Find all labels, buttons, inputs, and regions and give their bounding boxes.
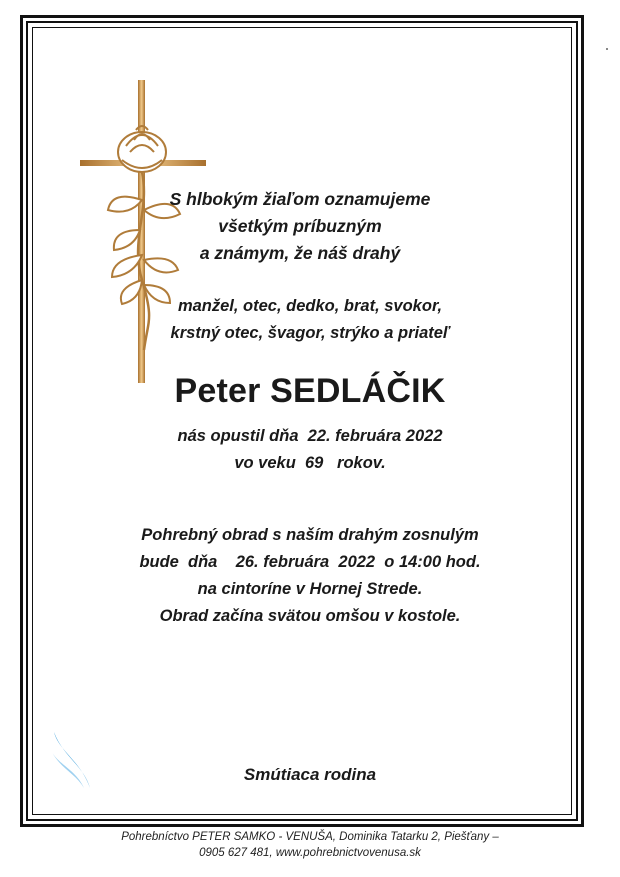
funeral-line-2: bude dňa 26. februára 2022 o 14:00 hod.: [139, 553, 481, 571]
death-date: nás opustil dňa 22. februára 2022: [177, 427, 443, 445]
scan-speck: [606, 48, 608, 50]
intro-text: [0, 186, 620, 267]
footer-line-2: 0905 627 481, www.pohrebnictvovenusa.sk: [199, 847, 421, 859]
death-info: [160, 423, 460, 477]
funeral-info: [100, 522, 520, 630]
relations-text: [160, 293, 460, 347]
funeral-line-4: Obrad začína svätou omšou v kostole.: [159, 607, 461, 625]
intro-line-1: S hlbokým žiaľom oznamujeme: [169, 189, 431, 209]
footer-line-1: Pohrebníctvo PETER SAMKO - VENUŠA, Dominika Tatarku 2, Piešťany –: [121, 831, 499, 843]
venusa-logo-icon: [50, 730, 96, 790]
intro-line-2: všetkým príbuzným: [218, 216, 382, 236]
deceased-name: Peter SEDLÁČIK: [174, 372, 446, 410]
funeral-line-1: Pohrebný obrad s naším drahým zosnulým: [141, 526, 479, 544]
funeral-home-footer: [60, 829, 560, 861]
relations-line-1: manžel, otec, dedko, brat, svokor,: [177, 297, 443, 315]
signature: Smútiaca rodina: [243, 765, 377, 784]
intro-line-3: a známym, že náš drahý: [199, 243, 401, 263]
funeral-line-3: na cintoríne v Hornej Strede.: [197, 580, 423, 598]
death-age: vo veku 69 rokov.: [234, 454, 386, 472]
relations-line-2: krstný otec, švagor, strýko a priateľ: [170, 324, 450, 342]
